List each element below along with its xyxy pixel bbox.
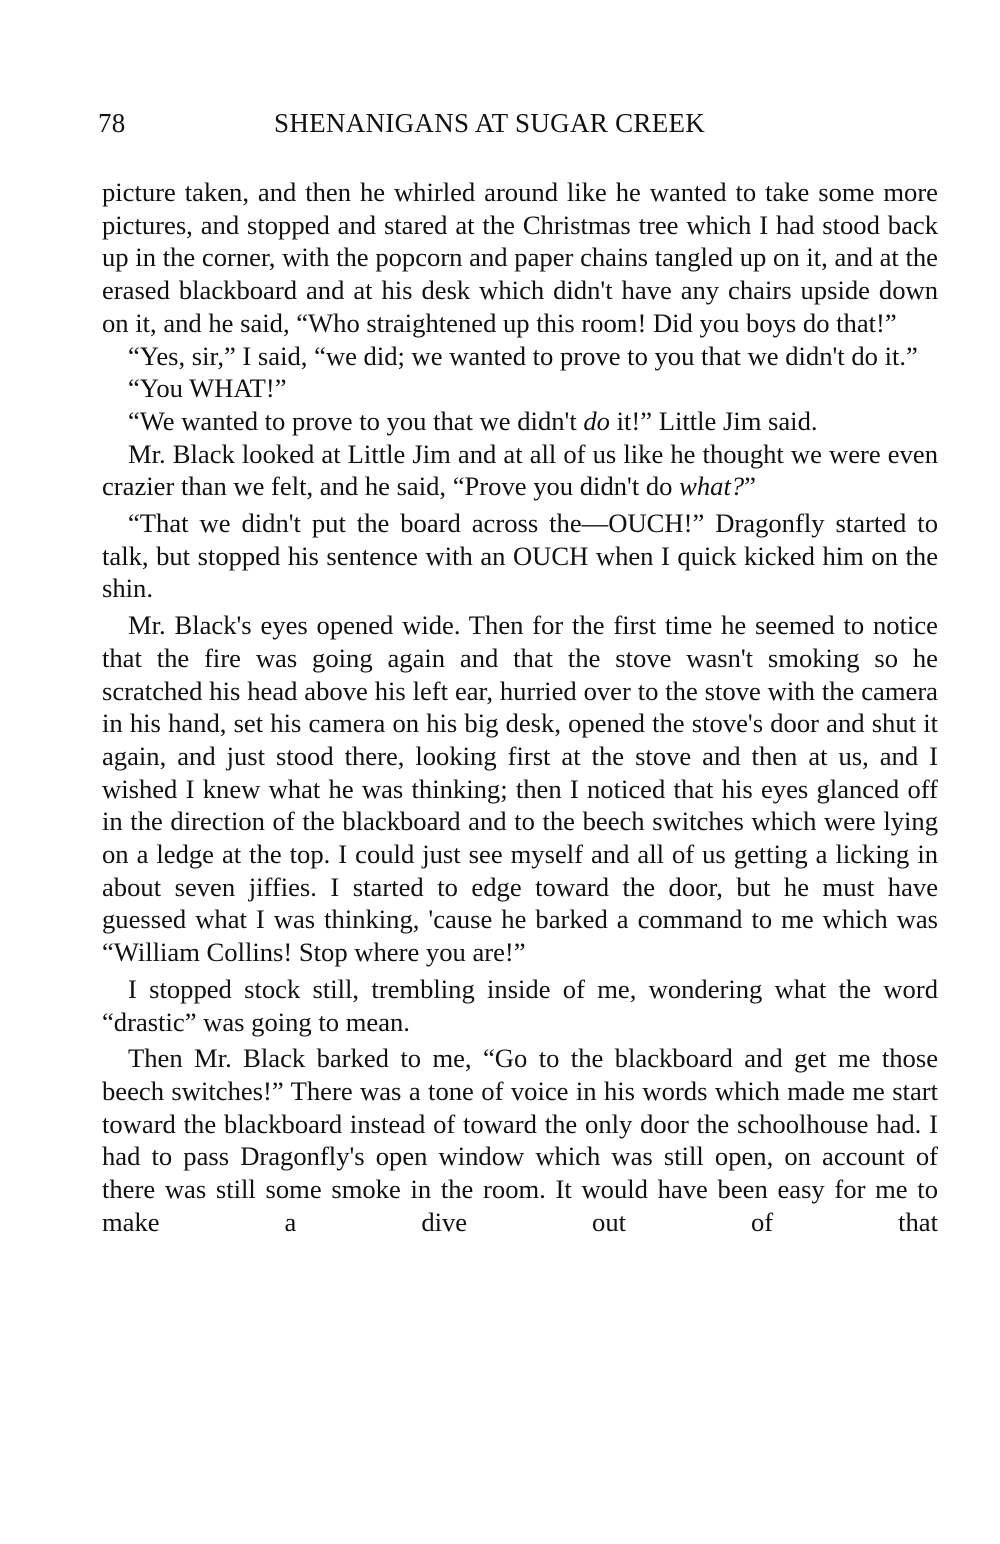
- paragraph: I stopped stock still, trembling inside of me, wondering what the word “drastic” was going to mean.: [102, 973, 938, 1037]
- italic-text: what?: [679, 471, 745, 502]
- page-number: 78: [98, 108, 126, 138]
- paragraph: “That we didn't put the board across the—OUCH!” Dragonfly started to talk, but stopped his sentence with an OUCH when I quick kicked him on the shin.: [102, 508, 938, 604]
- paragraph: “Yes, sir,” I said, “we did; we wanted to prove to you that we didn't do it.”: [128, 340, 918, 371]
- text-run: “We wanted to prove to you that we didn't: [128, 405, 584, 436]
- running-head: SHENANIGANS AT SUGAR CREEK: [274, 108, 706, 138]
- paragraph: Mr. Black's eyes opened wide. Then for the first time he seemed to notice that the fire was going again and that the stove wasn't smoking so he scratched his head above his left ear, hurried over to the stove with the camera in his hand, set his camera on his big desk, opened the stove's door and shut it again, and just stood there, looking first at the stove and then at us, and I wished I knew what he was thinking; then I noticed that his eyes glanced off in the direction of the blackboard and to the beech switches which were lying on a ledge at the top. I could just see myself and all of us getting a licking in about seven jiffies. I started to edge toward the door, but he must have guessed what I was thinking, 'cause he barked a command to me which was “William Collins! Stop where you are!”: [102, 610, 938, 968]
- body-text: [102, 176, 938, 1239]
- paragraph: Then Mr. Black barked to me, “Go to the blackboard and get me those beech switches!” There was a tone of voice in his words which made me start toward the blackboard instead of toward the only door the schoolhouse had. I had to pass Dragonfly's open window which was still open, on account of there was still some smoke in the room. It would have been easy for me to make a dive out of that: [102, 1043, 938, 1237]
- text-run: it!” Little Jim said.: [609, 405, 818, 436]
- book-page: [98, 108, 938, 1239]
- paragraph: “You WHAT!”: [128, 373, 287, 404]
- paragraph: [102, 438, 938, 503]
- paragraph: picture taken, and then he whirled around like he wanted to take some more pictures, and stopped and stared at the Christmas tree which I had stood back up in the corner, with the popcorn and paper chains tangled up on it, and at the erased blackboard and at his desk which didn't have any chairs upside down on it, and he said, “Who straightened up this room! Did you boys do that!”: [102, 177, 938, 338]
- page-header: [98, 108, 938, 148]
- text-run: ”: [744, 471, 756, 502]
- text-run: Mr. Black looked at Little Jim and at all of us like he thought we were even crazier than we felt, and he said, “Prove you didn't do: [102, 438, 938, 502]
- paragraph: [102, 405, 938, 438]
- italic-text: do: [583, 405, 610, 436]
